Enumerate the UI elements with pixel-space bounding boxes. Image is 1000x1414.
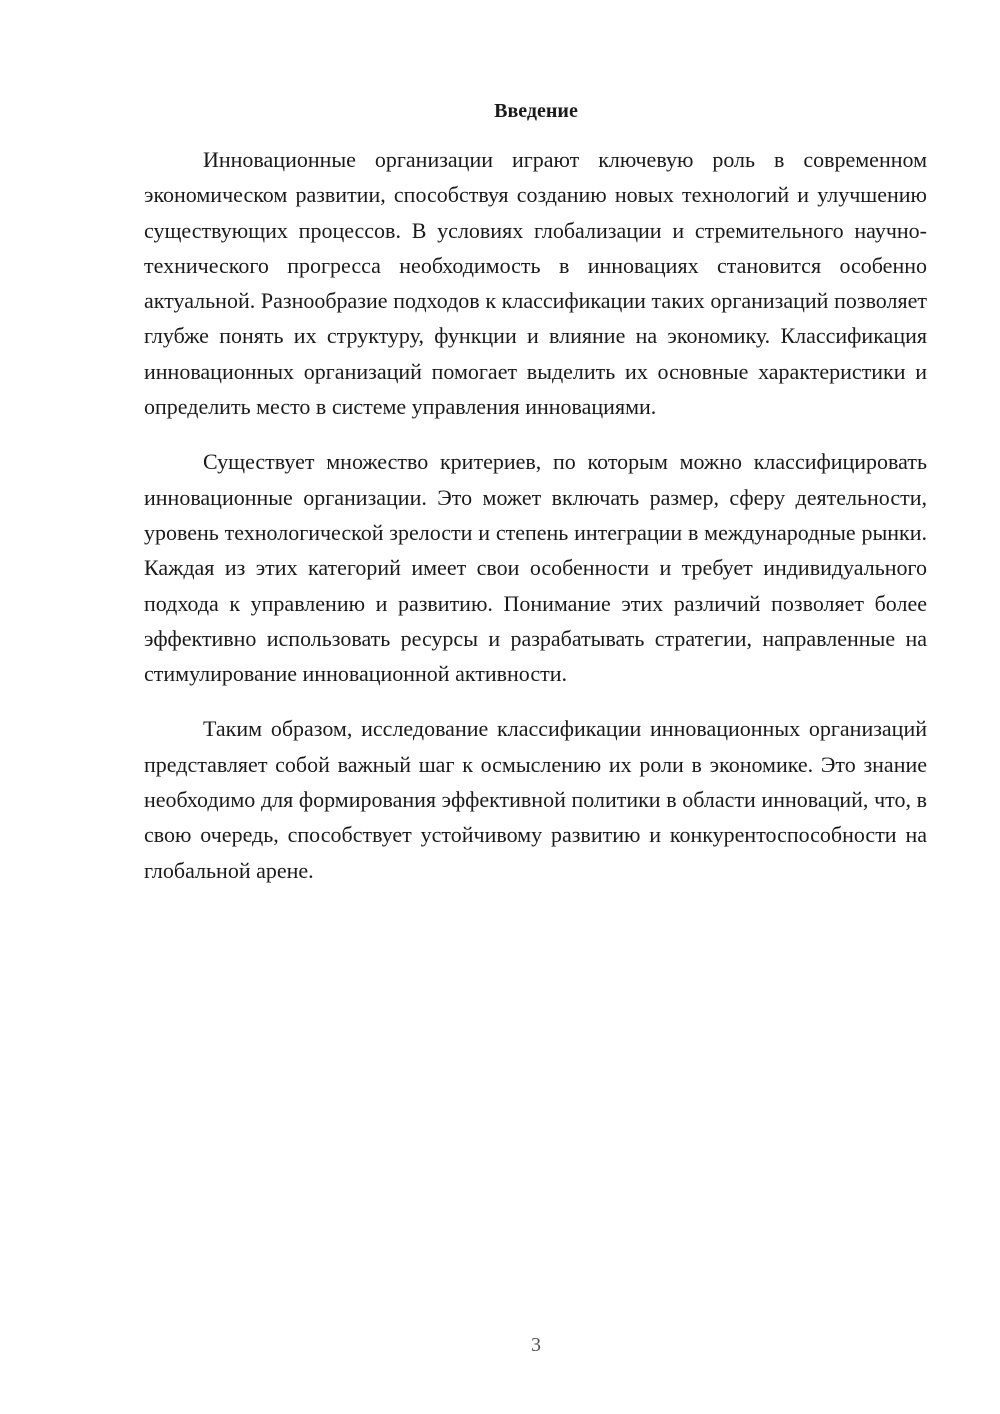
paragraph-1: Инновационные организации играют ключевую роль в современном экономическом развитии, способствуя созданию новых технологий и улучшению существующих процессов. В условиях глобализации и стремительного научно-технического прогресса необходимость в инновациях становится особенно актуальной. Разнообразие подходов к классификации таких организаций позволяет глубже понять их структуру, функции и влияние на экономику. Классификация инновационных организаций помогает выделить их основные характеристики и определить место в системе управления инновациями. <box>144 147 927 420</box>
page-number: 3 <box>531 1334 541 1356</box>
paragraph-2: Существует множество критериев, по которым можно классифицировать инновационные организации. Это может включать размер, сферу деятельности, уровень технологической зрелости и степень интеграции в международные рынки. Каждая из этих категорий имеет свои особенности и требует индивидуального подхода к управлению и развитию. Понимание этих различий позволяет более эффективно использовать ресурсы и разрабатывать стратегии, направленные на стимулирование инновационной активности. <box>144 449 927 687</box>
section-title: Введение <box>494 100 578 122</box>
body-text <box>144 142 927 908</box>
paragraph-3: Таким образом, исследование классификации инновационных организаций представляет собой важный шаг к осмыслению их роли в экономике. Это знание необходимо для формирования эффективной политики в области инноваций, что, в свою очередь, способствует устойчивому развитию и конкурентоспособности на глобальной арене. <box>144 716 927 883</box>
